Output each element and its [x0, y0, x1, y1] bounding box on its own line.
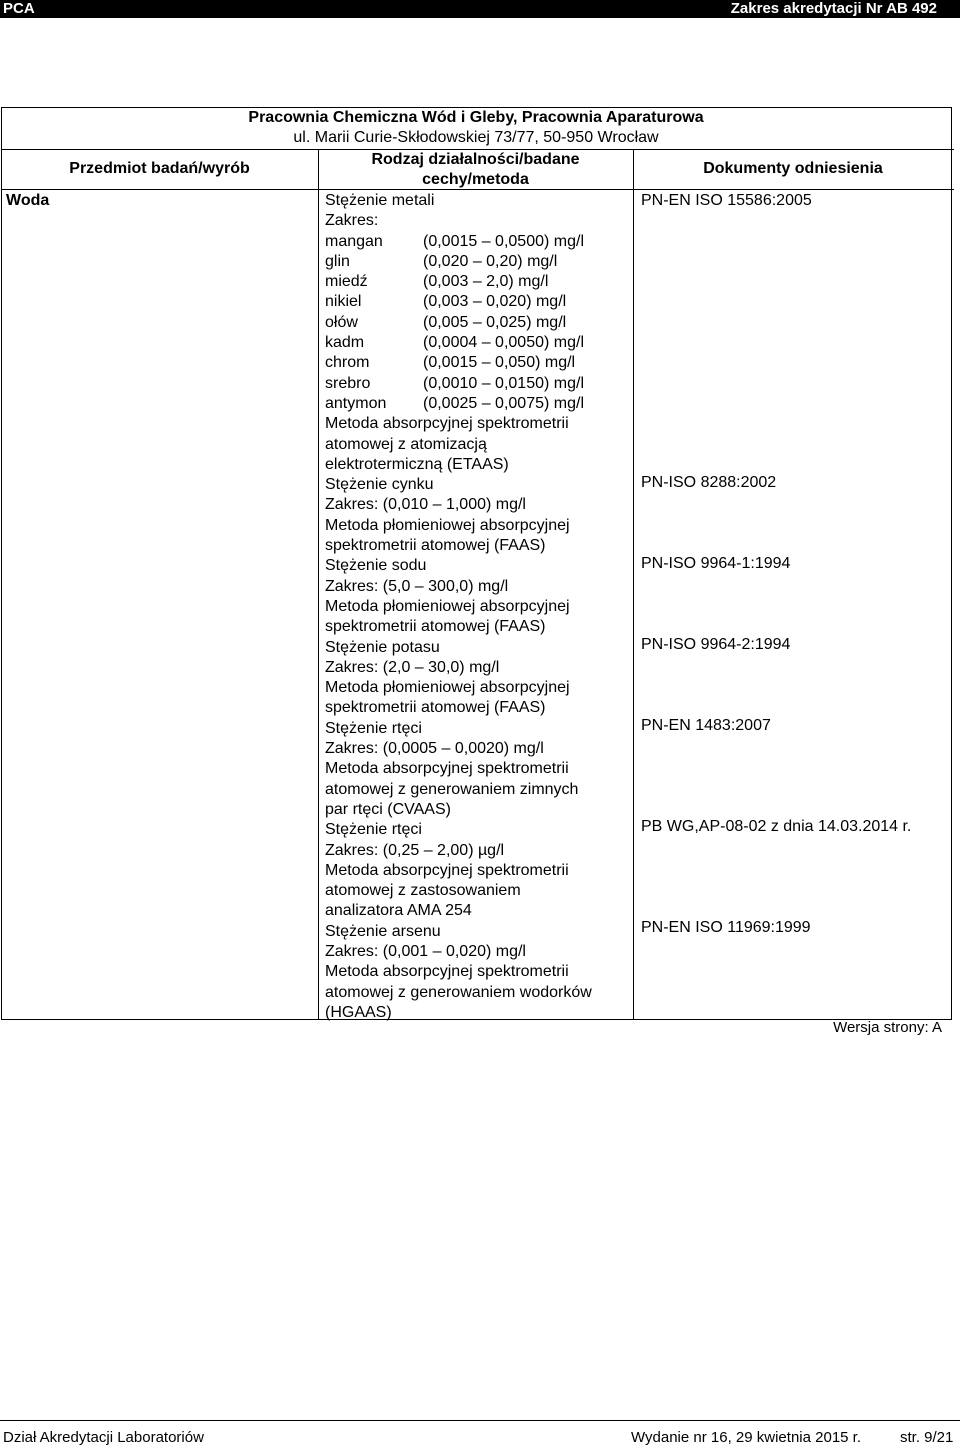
metals-title: Stężenie metali	[325, 192, 435, 209]
test-line: spektrometrii atomowej (FAAS)	[325, 618, 546, 636]
test-block-arsenic	[325, 922, 633, 1023]
reference-metals: PN-EN ISO 15586:2005	[641, 192, 812, 209]
reference-arsenic: PN-EN ISO 11969:1999	[641, 919, 811, 936]
test-line: Zakres: (0,001 – 0,020) mg/l	[325, 942, 526, 960]
range-row	[325, 292, 633, 312]
range-row	[325, 272, 633, 292]
test-line: Metoda płomieniowej absorpcyjnej	[325, 597, 570, 615]
test-line: Metoda absorpcyjnej spektrometrii	[325, 963, 569, 981]
test-line: Zakres: (0,010 – 1,000) mg/l	[325, 496, 526, 514]
test-line: Stężenie rtęci	[325, 821, 422, 839]
element-range: (0,0015 – 0,050) mg/l	[423, 354, 576, 372]
test-line: par rtęci (CVAAS)	[325, 800, 451, 818]
reference-mercury-cvaas: PN-EN 1483:2007	[641, 717, 771, 734]
element-name: chrom	[325, 354, 370, 372]
test-line: Metoda płomieniowej absorpcyjnej	[325, 679, 570, 697]
element-range: (0,0025 – 0,0075) mg/l	[423, 394, 584, 412]
test-line: Metoda absorpcyjnej spektrometrii	[325, 861, 569, 879]
test-line: Stężenie sodu	[325, 557, 427, 575]
test-line: Metoda absorpcyjnej spektrometrii	[325, 760, 569, 778]
test-block-mercury-cvaas	[325, 719, 633, 820]
test-line: Stężenie arsenu	[325, 922, 441, 940]
metals-block	[325, 191, 633, 475]
reference-potassium: PN-ISO 9964-2:1994	[641, 636, 791, 653]
element-name: miedź	[325, 273, 368, 291]
method-line: Metoda absorpcyjnej spektrometrii	[325, 415, 569, 433]
element-name: antymon	[325, 394, 387, 412]
range-row	[325, 353, 633, 373]
element-name: ołów	[325, 313, 358, 331]
element-range: (0,020 – 0,20) mg/l	[423, 252, 558, 270]
range-row	[325, 232, 633, 252]
test-block-mercury-ama	[325, 820, 633, 921]
test-line: spektrometrii atomowej (FAAS)	[325, 699, 546, 717]
test-block-zinc	[325, 475, 633, 556]
page-header-bar	[0, 0, 960, 18]
test-block-sodium	[325, 556, 633, 637]
element-name: nikiel	[325, 293, 362, 311]
reference-sodium: PN-ISO 9964-1:1994	[641, 555, 791, 572]
column-header-activity-line1: Rodzaj działalności/badane	[371, 151, 580, 168]
subject-cell: Woda	[6, 192, 50, 209]
footer-department: Dział Akredytacji Laboratoriów	[3, 1429, 204, 1446]
test-line: Zakres: (0,25 – 2,00) µg/l	[325, 841, 505, 859]
range-row	[325, 374, 633, 394]
lab-address: ul. Marii Curie-Skłodowskiej 73/77, 50-950 Wrocław	[293, 129, 659, 146]
header-left: PCA	[3, 0, 35, 17]
test-line: Stężenie cynku	[325, 476, 434, 494]
element-name: glin	[325, 252, 350, 270]
element-range: (0,003 – 2,0) mg/l	[423, 273, 549, 291]
element-range: (0,0015 – 0,0500) mg/l	[423, 232, 584, 250]
test-line: analizatora AMA 254	[325, 902, 472, 920]
element-range: (0,005 – 0,025) mg/l	[423, 313, 567, 331]
test-line: atomowej z generowaniem zimnych	[325, 780, 579, 798]
range-row	[325, 313, 633, 333]
metals-range-label: Zakres:	[325, 212, 379, 230]
method-line: elektrotermiczną (ETAAS)	[325, 455, 509, 473]
activities-column	[325, 191, 633, 1023]
header-right: Zakres akredytacji Nr AB 492	[730, 0, 937, 17]
test-line: spektrometrii atomowej (FAAS)	[325, 537, 546, 555]
column-divider-1	[318, 149, 319, 1020]
footer-divider	[0, 1420, 960, 1421]
column-header-activity-line2: cechy/metoda	[422, 171, 529, 188]
test-line: (HGAAS)	[325, 1003, 392, 1021]
lab-header	[0, 108, 952, 148]
element-range: (0,0010 – 0,0150) mg/l	[423, 374, 584, 392]
element-range: (0,0004 – 0,0050) mg/l	[423, 334, 584, 352]
footer-edition: Wydanie nr 16, 29 kwietnia 2015 r.	[631, 1429, 862, 1446]
column-header-subject: Przedmiot badań/wyrób	[69, 160, 250, 177]
reference-zinc: PN-ISO 8288:2002	[641, 474, 777, 491]
test-line: atomowej z zastosowaniem	[325, 882, 521, 900]
column-header-activity	[318, 150, 633, 190]
lab-name: Pracownia Chemiczna Wód i Gleby, Pracownia Aparaturowa	[248, 109, 704, 126]
element-name: kadm	[325, 334, 365, 352]
range-row	[325, 252, 633, 272]
footer-page-number: str. 9/21	[900, 1429, 954, 1446]
method-line: atomowej z atomizacją	[325, 435, 487, 453]
range-row	[325, 333, 633, 353]
test-line: Metoda płomieniowej absorpcyjnej	[325, 516, 570, 534]
reference-mercury-ama: PB WG,AP-08-02 z dnia 14.03.2014 r.	[641, 818, 912, 835]
test-line: Stężenie rtęci	[325, 719, 422, 737]
page-version: Wersja strony: A	[833, 1019, 942, 1036]
range-row	[325, 394, 633, 414]
element-name: mangan	[325, 232, 383, 250]
test-line: Zakres: (2,0 – 30,0) mg/l	[325, 658, 500, 676]
test-line: Stężenie potasu	[325, 638, 440, 656]
column-divider-2	[633, 149, 634, 1020]
test-line: atomowej z generowaniem wodorków	[325, 983, 592, 1001]
test-line: Zakres: (0,0005 – 0,0020) mg/l	[325, 740, 544, 758]
column-header-reference: Dokumenty odniesienia	[703, 160, 883, 177]
test-line: Zakres: (5,0 – 300,0) mg/l	[325, 577, 509, 595]
element-range: (0,003 – 0,020) mg/l	[423, 293, 567, 311]
test-block-potassium	[325, 638, 633, 719]
element-name: srebro	[325, 374, 371, 392]
